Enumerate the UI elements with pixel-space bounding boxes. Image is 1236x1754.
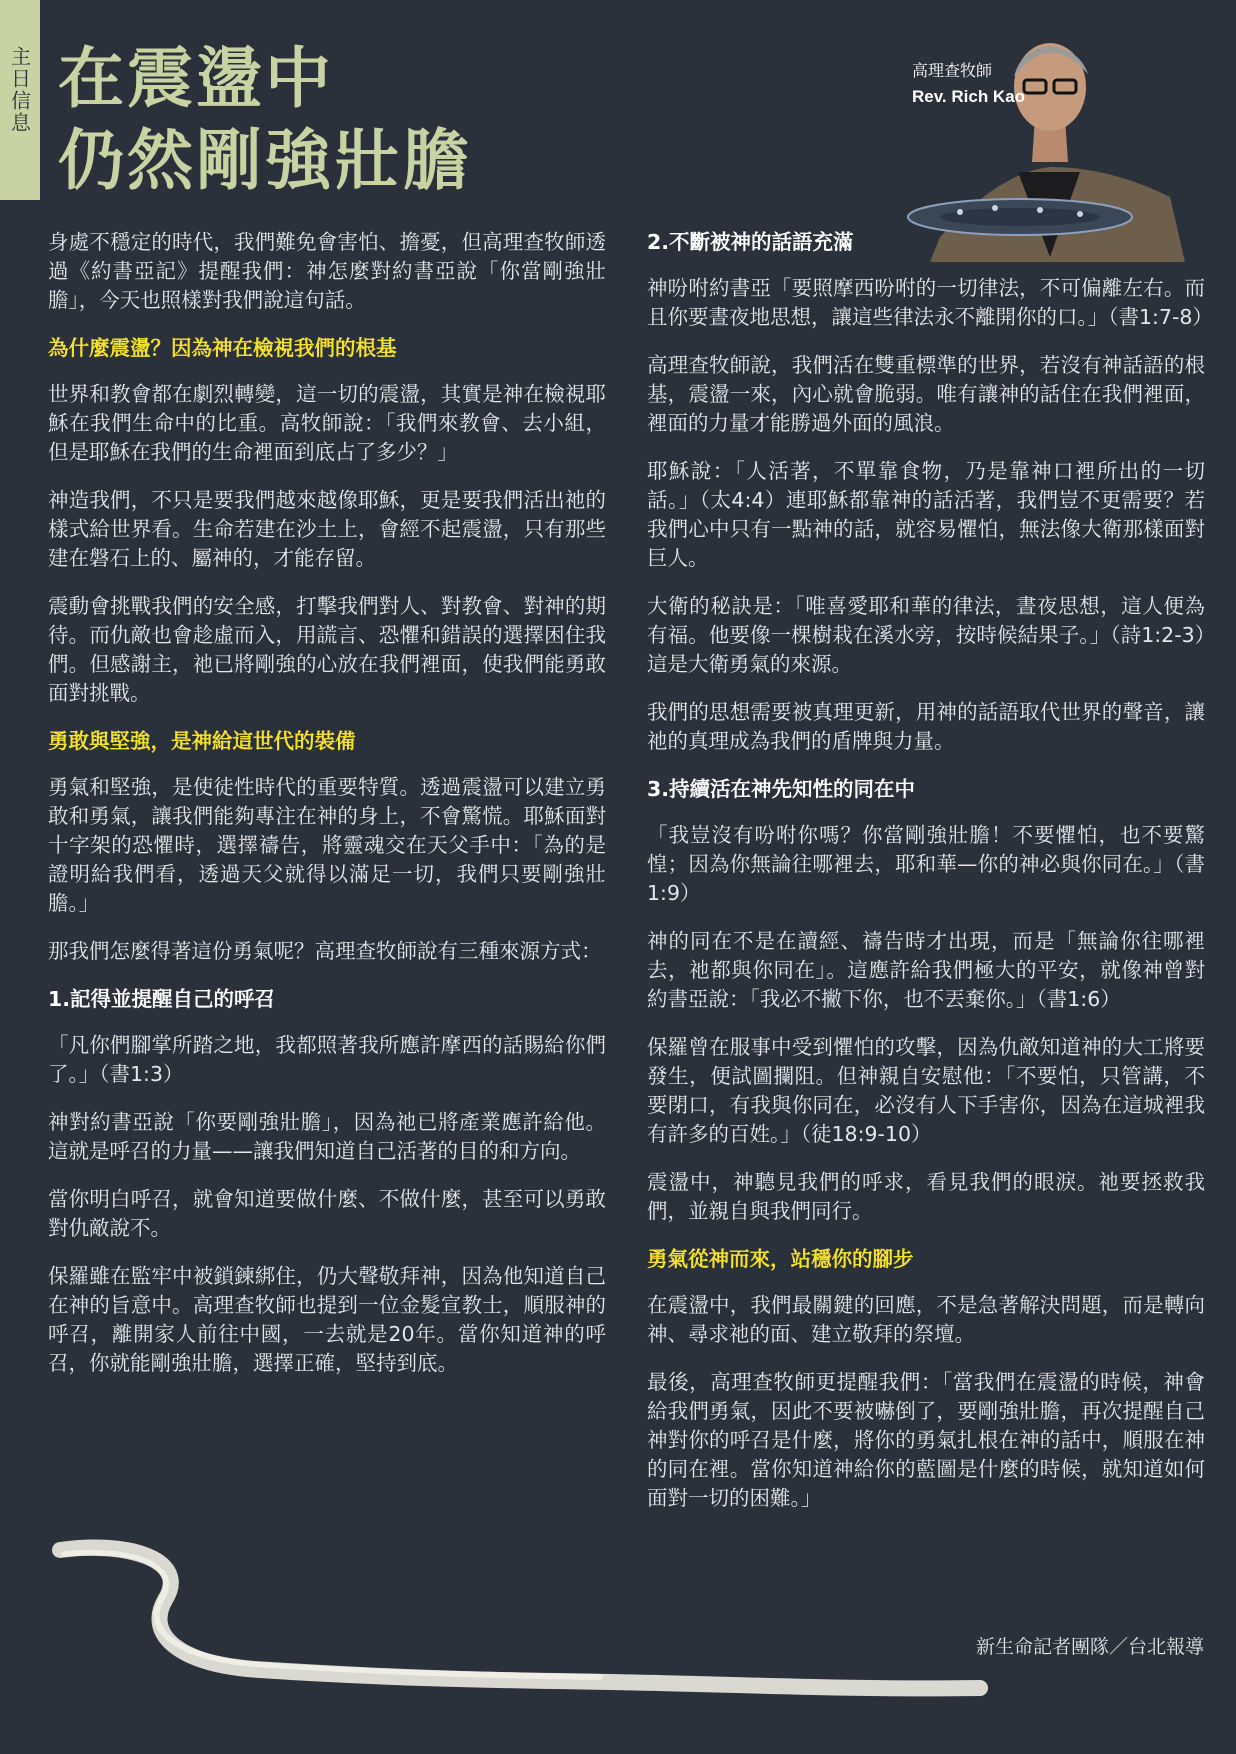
right-column [647,228,1213,1532]
paragraph: 當你明白呼召，就會知道要做什麼、不做什麼，甚至可以勇敢對仇敵說不。 [48,1187,606,1240]
paragraph: 神對約書亞說「你要剛強壯膽」，因為祂已將產業應許給他。這就是呼召的力量——讓我們知道自己活著的目的和方向。 [48,1110,606,1163]
subheading: 勇敢與堅強，是神給這世代的裝備 [48,729,356,753]
paragraph: 「我豈沒有吩咐你嗎？你當剛強壯膽！不要懼怕，也不要驚惶；因為你無論往哪裡去，耶和華—你的神必與你同在。」（書1:9） [647,823,1205,905]
subheading: 勇氣從神而來，站穩你的腳步 [647,1247,914,1271]
speaker-name-en: Rev. Rich Kao [912,87,1026,106]
paragraph: 震盪中，神聽見我們的呼求，看見我們的眼淚。祂要拯救我們，並親自與我們同行。 [647,1170,1205,1223]
paragraph: 保羅曾在服事中受到懼怕的攻擊，因為仇敵知道神的大工將要發生，便試圖攔阻。但神親自安慰他：「不要怕，只管講，不要閉口，有我與你同在，必沒有人下手害你，因為在這城裡我有許多的百姓。」（徒18:9-10） [647,1035,1205,1146]
paragraph: 震動會挑戰我們的安全感，打擊我們對人、對教會、對神的期待。而仇敵也會趁虛而入，用謊言、恐懼和錯誤的選擇困住我們。但感謝主，祂已將剛強的心放在我們裡面，使我們能勇敢面對挑戰。 [48,594,606,705]
paragraph: 最後，高理查牧師更提醒我們：「當我們在震盪的時候，神會給我們勇氣，因此不要被嚇倒了，要剛強壯膽，再次提醒自己神對你的呼召是什麼，將你的勇氣扎根在神的話中，順服在神的同在裡。當你知道神給你的藍圖是什麼的時候，就知道如何面對一切的困難。」 [647,1370,1205,1510]
credit-line: 新生命記者團隊／台北報導 [975,1636,1204,1658]
title-line-2: 仍然剛強壯膽 [58,122,472,199]
title-line-1: 在震盪中 [58,40,334,117]
paragraph: 大衛的秘訣是：「唯喜愛耶和華的律法，晝夜思想，這人便為有福。他要像一棵樹栽在溪水旁，按時候結果子。」（詩1:2-3）這是大衛勇氣的來源。 [647,594,1205,676]
paragraph: 耶穌說：「人活著，不單靠食物，乃是靠神口裡所出的一切話。」（太4:4）連耶穌都靠神的話活著，我們豈不更需要？若我們心中只有一點神的話，就容易懼怕，無法像大衛那樣面對巨人。 [647,459,1205,570]
brush-stroke-decoration [50,1530,1050,1710]
left-column [48,228,606,1397]
subheading: 為什麼震盪？因為神在檢視我們的根基 [48,336,397,360]
paragraph: 神吩咐約書亞「要照摩西吩咐的一切律法，不可偏離左右。而且你要晝夜地思想，讓這些律法永不離開你的口。」（書1:7-8） [647,276,1213,329]
paragraph: 在震盪中，我們最關鍵的回應，不是急著解決問題，而是轉向神、尋求祂的面、建立敬拜的祭壇。 [647,1293,1205,1346]
point-heading: 1.記得並提醒自己的呼召 [48,987,276,1011]
paragraph: 高理查牧師說，我們活在雙重標準的世界，若沒有神話語的根基，震盪一來，內心就會脆弱。唯有讓神的話住在我們裡面，裡面的力量才能勝過外面的風浪。 [647,353,1205,435]
paragraph: 「凡你們腳掌所踏之地，我都照著我所應許摩西的話賜給你們了。」（書1:3） [48,1033,606,1086]
page-title [58,38,472,202]
paragraph: 那我們怎麼得著這份勇氣呢？高理查牧師說有三種來源方式： [48,939,602,963]
point-heading: 2.不斷被神的話語充滿 [647,230,854,254]
point-heading: 3.持續活在神先知性的同在中 [647,777,916,801]
paragraph: 神造我們，不只是要我們越來越像耶穌，更是要我們活出祂的樣式給世界看。生命若建在沙土上，會經不起震盪，只有那些建在磐石上的、屬神的，才能存留。 [48,488,606,570]
paragraph: 勇氣和堅強，是使徒性時代的重要特質。透過震盪可以建立勇敢和勇氣，讓我們能夠專注在神的身上，不會驚慌。耶穌面對十字架的恐懼時，選擇禱告，將靈魂交在天父手中：「為的是證明給我們看，透過天父就得以滿足一切，我們只要剛強壯膽。」 [48,775,606,915]
speaker-name-zh: 高理查牧師 [912,61,993,80]
intro-paragraph: 身處不穩定的時代，我們難免會害怕、擔憂，但高理查牧師透過《約書亞記》提醒我們：神怎麼對約書亞說「你當剛強壯膽」，今天也照樣對我們說這句話。 [48,230,606,312]
paragraph: 我們的思想需要被真理更新，用神的話語取代世界的聲音，讓祂的真理成為我們的盾牌與力量。 [647,700,1205,753]
paragraph: 保羅雖在監牢中被鎖鍊綁住，仍大聲敬拜神，因為他知道自己在神的旨意中。高理查牧師也提到一位金髮宣教士，順服神的呼召，離開家人前往中國，一去就是20年。當你知道神的呼召，你就能剛強壯膽，選擇正確，堅持到底。 [48,1264,606,1375]
paragraph: 世界和教會都在劇烈轉變，這一切的震盪，其實是神在檢視耶穌在我們生命中的比重。高牧師說：「我們來教會、去小組，但是耶穌在我們的生命裡面到底占了多少？」 [48,382,606,464]
section-tag: 主日信息 [0,0,40,200]
paragraph: 神的同在不是在讀經、禱告時才出現，而是「無論你往哪裡去，祂都與你同在」。這應許給我們極大的平安，就像神曾對約書亞說：「我必不撇下你，也不丟棄你。」（書1:6） [647,929,1205,1011]
speaker-byline [912,58,1025,110]
